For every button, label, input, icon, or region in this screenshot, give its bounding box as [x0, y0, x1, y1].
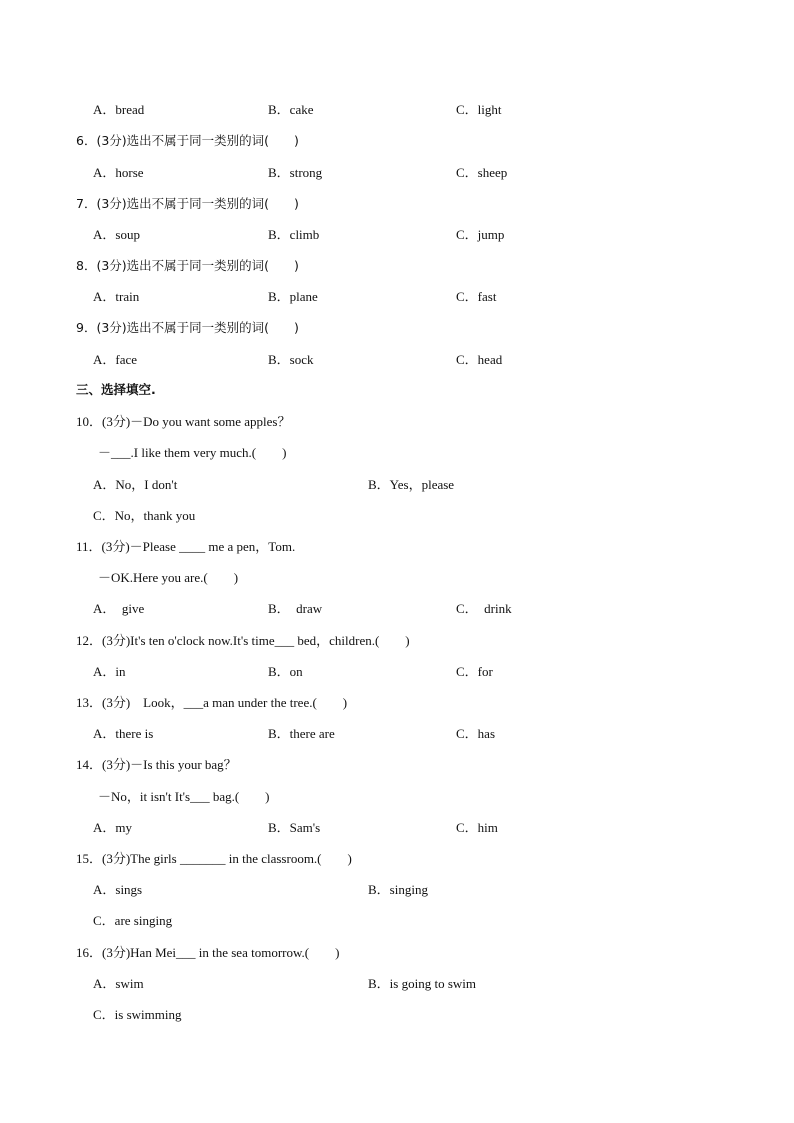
q5-option-b: B．cake [268, 102, 314, 117]
q7-option-b: B．climb [268, 227, 320, 242]
q16-stem: 16．(3分)Han Mei___ in the sea tomorrow.( ) [76, 945, 340, 960]
q13-option-b: B．there are [268, 726, 335, 741]
q10-sub: －___.I like them very much.( ) [98, 445, 287, 460]
q11-option-a: A． give [93, 601, 145, 616]
q9-stem: 9．(3分)选出不属于同一类别的词( ) [76, 320, 299, 335]
q11-option-b: B． draw [268, 601, 323, 616]
q8-stem: 8．(3分)选出不属于同一类别的词( ) [76, 258, 299, 273]
q15-option-c: C．are singing [93, 913, 173, 928]
q10-stem: 10．(3分)－Do you want some apples？ [76, 414, 291, 429]
q11-option-c: C． drink [456, 601, 512, 616]
q12-option-c: C．for [456, 664, 493, 679]
q14-option-b: B．Sam's [268, 820, 321, 835]
q11-stem: 11．(3分)－Please ____ me a pen，Tom. [76, 539, 296, 554]
q13-option-a: A．there is [93, 726, 154, 741]
q16-option-a: A．swim [93, 976, 144, 991]
q16-option-c: C．is swimming [93, 1007, 182, 1022]
q8-option-b: B．plane [268, 289, 318, 304]
q14-option-a: A．my [93, 820, 133, 835]
q13-option-c: C．has [456, 726, 496, 741]
q6-stem: 6．(3分)选出不属于同一类别的词( ) [76, 133, 299, 148]
q14-stem: 14．(3分)－Is this your bag？ [76, 757, 237, 772]
q15-stem: 15．(3分)The girls _______ in the classroom.( ) [76, 851, 352, 866]
q8-option-c: C．fast [456, 289, 497, 304]
q12-option-b: B．on [268, 664, 303, 679]
q10-option-c: C．No，thank you [93, 508, 196, 523]
q15-option-b: B．singing [368, 882, 428, 897]
section-3-title: 三、选择填空. [76, 382, 156, 397]
q7-stem: 7．(3分)选出不属于同一类别的词( ) [76, 196, 299, 211]
q14-sub: －No，it isn't It's___ bag.( ) [98, 789, 270, 804]
q15-option-a: A．sings [93, 882, 143, 897]
q16-option-b: B．is going to swim [368, 976, 476, 991]
q9-option-c: C．head [456, 352, 503, 367]
q7-option-c: C．jump [456, 227, 505, 242]
q5-option-a: A．bread [93, 102, 145, 117]
q9-option-a: A．face [93, 352, 138, 367]
q11-sub: －OK.Here you are.( ) [98, 570, 239, 585]
q7-option-a: A．soup [93, 227, 140, 242]
q6-option-b: B．strong [268, 165, 323, 180]
q13-stem: 13．(3分) Look，___a man under the tree.( ) [76, 695, 348, 710]
q10-option-b: B．Yes，please [368, 477, 455, 492]
q6-option-a: A．horse [93, 165, 144, 180]
q12-option-a: A．in [93, 664, 126, 679]
q14-option-c: C．him [456, 820, 498, 835]
q8-option-a: A．train [93, 289, 140, 304]
q12-stem: 12．(3分)It's ten o'clock now.It's time___ bed，children.( ) [76, 633, 410, 648]
q9-option-b: B．sock [268, 352, 314, 367]
q6-option-c: C．sheep [456, 165, 508, 180]
q10-option-a: A．No，I don't [93, 477, 178, 492]
q5-option-c: C．light [456, 102, 502, 117]
